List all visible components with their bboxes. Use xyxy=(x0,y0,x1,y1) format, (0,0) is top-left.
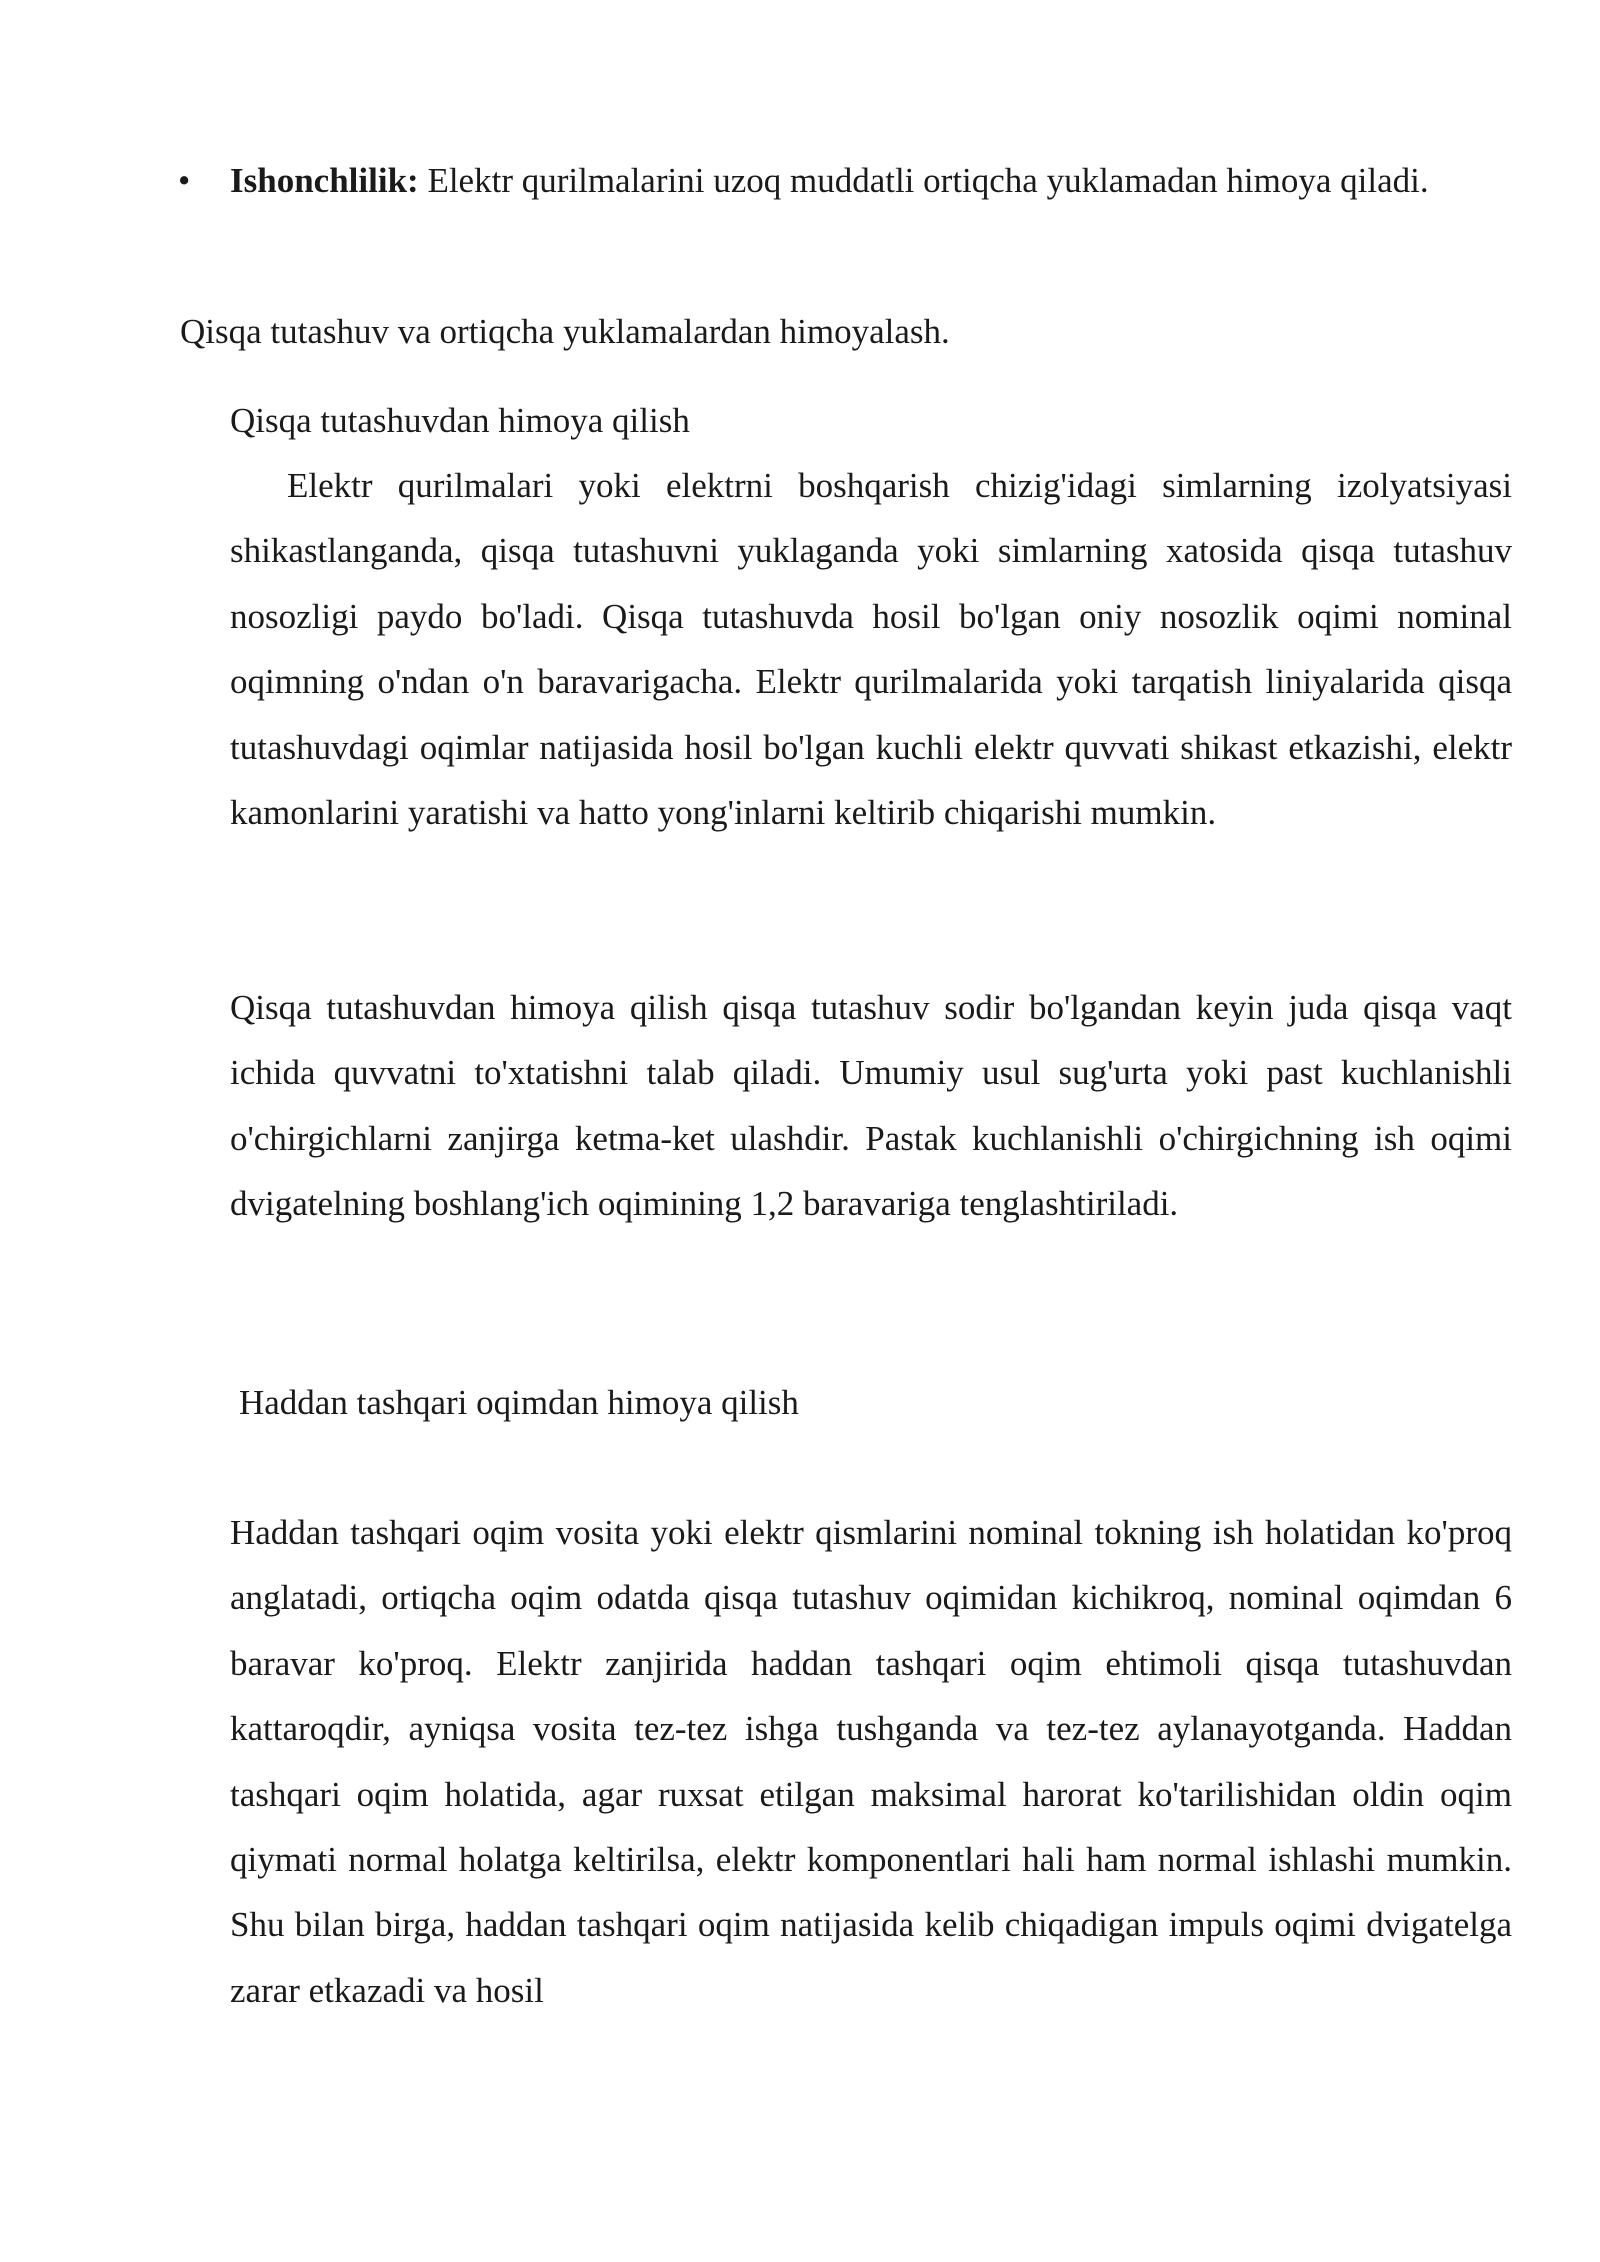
bullet-item-reliability xyxy=(230,148,1512,213)
subheading-overcurrent: Haddan tashqari oqimdan himoya qilish xyxy=(239,1383,799,1422)
paragraph-short-circuit-2: Qisqa tutashuvdan himoya qilish qisqa tutashuv sodir bo'lgandan keyin juda qisqa vaqt ichida quvvatni to'xtatishni talab qiladi. Umumiy usul sug'urta yoki past kuchlanishli o'chirgichlarni zanjirga ketma-ket ulashdir. Pastak kuchlanishli o'chirgichning ish oqimi dvigatelning boshlang'ich oqimining 1,2 baravariga tenglashtiriladi. xyxy=(230,988,1512,1224)
paragraph-short-circuit-1: Elektr qurilmalari yoki elektrni boshqarish chizig'idagi simlarning izolyatsiyasi shikastlanganda, qisqa tutashuvni yuklaganda yoki simlarning xatosida qisqa tutashuv nosozligi paydo bo'ladi. Qisqa tutashuvda hosil bo'lgan oniy nosozlik oqimi nominal oqimning o'ndan o'n baravarigacha. Elektr qurilmalarida yoki tarqatish liniyalarida qisqa tutashuvdagi oqimlar natijasida hosil bo'lgan kuchli elektr quvvati shikast etkazishi, elektr kamonlarini yaratishi va hatto yong'inlarni keltirib chiqarishi mumkin. xyxy=(230,466,1512,833)
bullet-term: Ishonchlilik: xyxy=(230,161,419,200)
paragraph-overcurrent-1: Haddan tashqari oqim vosita yoki elektr qismlarini nominal tokning ish holatidan ko'proq anglatadi, ortiqcha oqim odatda qisqa tutashuv oqimidan kichikroq, nominal oqimdan 6 baravar ko'proq. Elektr zanjirida haddan tashqari oqim ehtimoli qisqa tutashuvdan kattaroqdir, ayniqsa vosita tez-tez ishga tushganda va tez-tez aylanayotganda. Haddan tashqari oqim holatida, agar ruxsat etilgan maksimal harorat ko'tarilishidan oldin oqim qiymati normal holatga keltirilsa, elektr komponentlari hali ham normal ishlashi mumkin. Shu bilan birga, haddan tashqari oqim natijasida kelib chiqadigan impuls oqimi dvigatelga zarar etkazadi va hosil xyxy=(230,1513,1512,2010)
bullet-text: Elektr qurilmalarini uzoq muddatli ortiqcha yuklamadan himoya qiladi. xyxy=(418,161,1429,200)
subheading-short-circuit: Qisqa tutashuvdan himoya qilish xyxy=(230,401,690,440)
bullet-marker: • xyxy=(178,161,191,200)
section-heading: Qisqa tutashuv va ortiqcha yuklamalardan himoyalash. xyxy=(180,312,950,351)
